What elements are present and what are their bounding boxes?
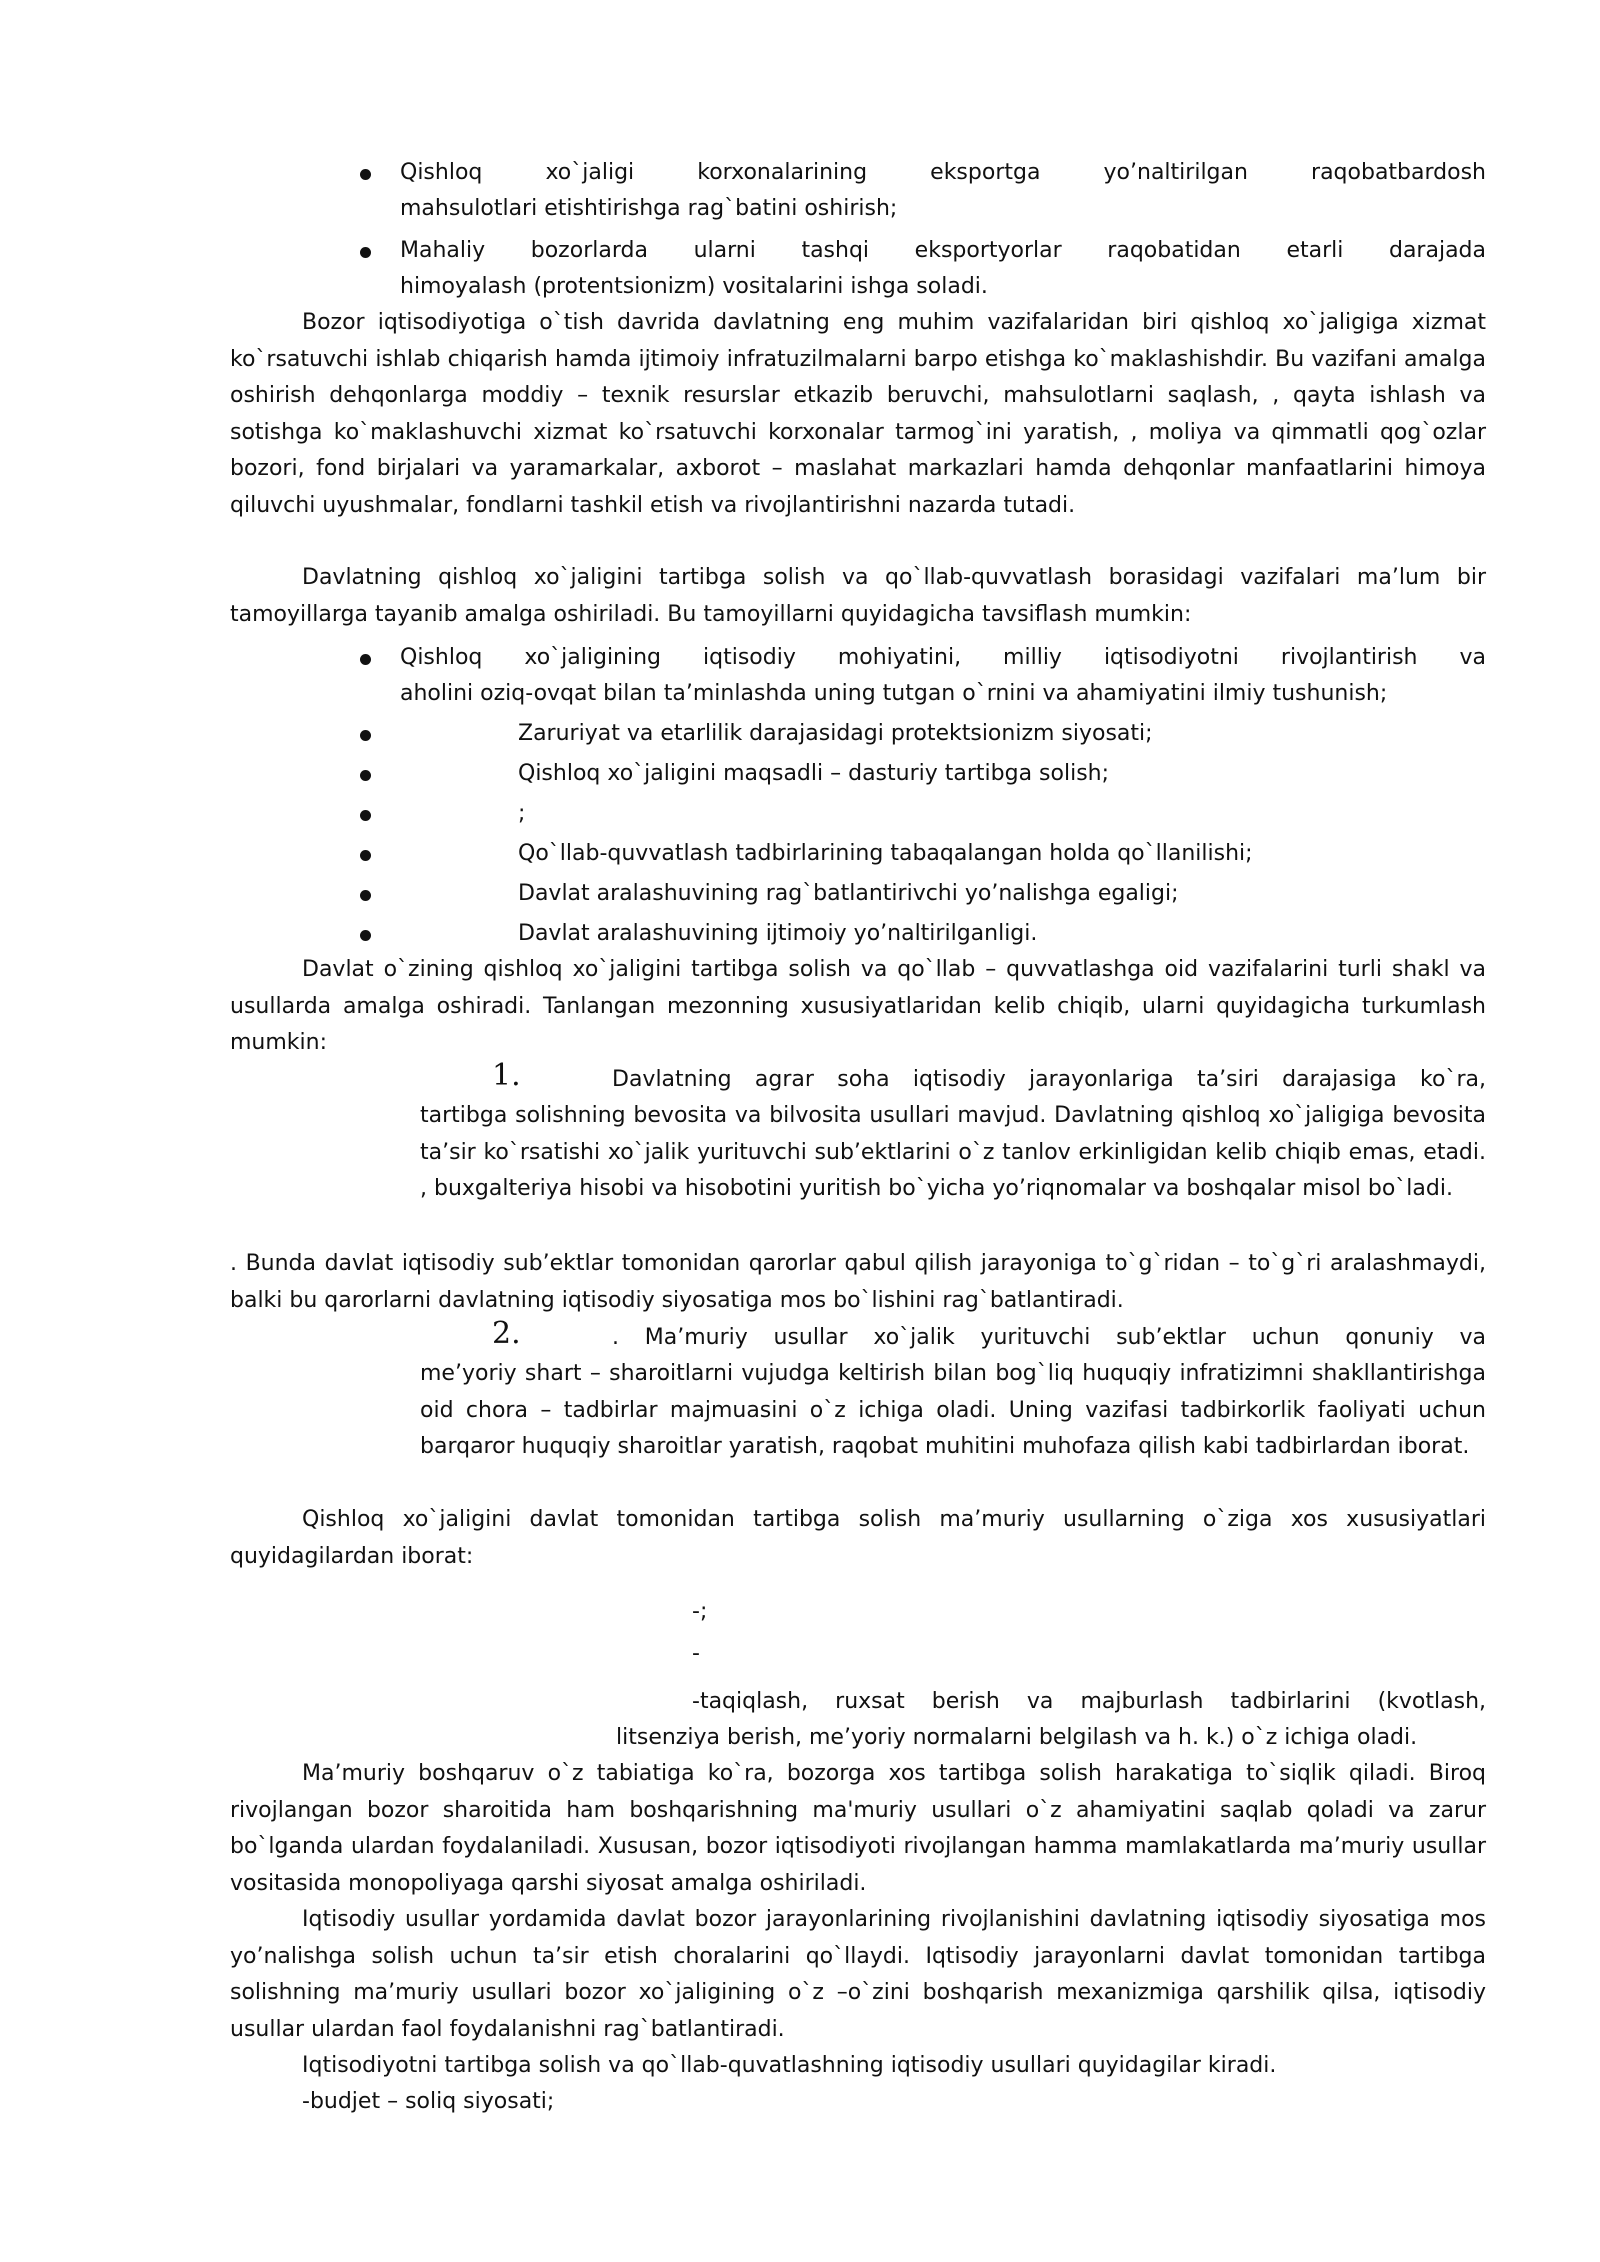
numbered-item-continuation: me’yoriy shart – sharoitlarni vujudga keltirish bilan bog`liq huquqiy infratizimni shakllantirishga oid chora – tadbirlar majmuasini o`z ichiga oladi. Uning vazifasi tadbirkorlik faoliyati uchun barqaror huquqiy sharoitlar yaratish, raqobat muhitini muhofaza qilish kabi tadbirlardan iborat. [420, 1361, 1486, 1459]
paragraph: -budjet – soliq siyosati; [302, 2089, 555, 2114]
bullet-item: Qishloq xo`jaligini maqsadli – dasturiy tartibga solish; [400, 756, 1486, 793]
paragraph: Bozor iqtisodiyotiga o`tish davrida davlatning eng muhim vazifalaridan biri qishloq xo`jaligiga xizmat ko`rsatuvchi ishlab chiqarish hamda ijtimoiy infratuzilmalarni barpo etishga ko`maklashishdir. Bu vazifani amalga oshirish dehqonlarga moddiy – texnik resurslar etkazib beruvchi, mahsulotlarni saqlash, , qayta ishlash va sotishga ko`maklashuvchi xizmat ko`rsatuvchi korxonalar tarmog`ini yaratish, , moliya va qimmatli qog`ozlar bozori, fond birjalari va yaramarkalar, axborot – maslahat markazlari hamda dehqonlar manfaatlarini himoya qiluvchi uyushmalar, fondlarni tashkil etish va rivojlantirishni nazarda tutadi. [230, 310, 1486, 518]
bullet-continuation: himoyalash (protentsionizm) vositalarini ishga soladi. [400, 274, 988, 299]
dash-item: -; [692, 1599, 708, 1624]
numbered-item-continuation: tartibga solishning bevosita va bilvosita usullari mavjud. Davlatning qishloq xo`jaligiga bevosita ta’sir ko`rsatishi xo`jalik yurituvchi sub’ektlarini o`z tanlov erkinligidan kelib chiqib emas, etadi. , buxgalteriya hisobi va hisobotini yuritish bo`yicha yo’riqnomalar va boshqalar misol bo`ladi. [420, 1103, 1486, 1201]
paragraph: Davlatning qishloq xo`jaligini tartibga solish va qo`llab-quvvatlash borasidagi vazifalari ma’lum bir tamoyillarga tayanib amalga oshiriladi. Bu tamoyillarni quyidagicha tavsiflash mumkin: [230, 565, 1486, 627]
bullet-dot-icon [360, 890, 371, 901]
bullet-item: Davlat aralashuvining ijtimoiy yo’naltirilganligi. [400, 916, 1486, 953]
bullet-dot-icon [360, 654, 371, 665]
bullet-dot-icon [360, 247, 371, 258]
dash-item-continuation: litsenziya berish, me’yoriy normalarni belgilash va h. k.) o`z ichiga oladi. [616, 1725, 1418, 1750]
bullet-continuation: aholini oziq-ovqat bilan ta’minlashda uning tutgan o`rnini va ahamiyatini ilmiy tushunish; [400, 681, 1388, 706]
paragraph: Davlat o`zining qishloq xo`jaligini tartibga solish va qo`llab – quvvatlashga oid vazifalarini turli shakl va usullarda amalga oshiradi. Tanlangan mezonning xususiyatlaridan kelib chiqib, ularni quyidagicha turkumlash mumkin: [230, 957, 1486, 1055]
paragraph: Qishloq xo`jaligini davlat tomonidan tartibga solish ma’muriy usullarning o`ziga xos xususiyatlari quyidagilardan iborat: [230, 1507, 1486, 1569]
item-number: 1. [492, 1058, 521, 1093]
numbered-item: 1. Davlatning agrar soha iqtisodiy jarayonlariga ta’siri darajasiga ko`ra, [492, 1058, 1486, 1093]
numbered-item: 2. . Ma’muriy usullar xo`jalik yurituvchi sub’ektlar uchun qonuniy va [492, 1316, 1486, 1351]
bullet-continuation: mahsulotlari etishtirishga rag`batini oshirish; [400, 196, 898, 221]
bullet-item: Qishloq xo`jaligi korxonalarining eksportga yo’naltirilgan raqobatbardosh [400, 155, 1486, 192]
bullet-dot-icon [360, 169, 371, 180]
bullet-item: Mahaliy bozorlarda ularni tashqi eksportyorlar raqobatidan etarli darajada [400, 233, 1486, 270]
bullet-item: Davlat aralashuvining rag`batlantirivchi yo’nalishga egaligi; [400, 876, 1486, 913]
bullet-dot-icon [360, 850, 371, 861]
paragraph: Iqtisodiy usullar yordamida davlat bozor jarayonlarining rivojlanishini davlatning iqtisodiy siyosatiga mos yo’nalishga solish uchun ta’sir etish choralarini qo`llaydi. Iqtisodiy jarayonlarni davlat tomonidan tartibga solishning ma’muriy usullari bozor xo`jaligining o`z –o`zini boshqarish mexanizmiga qarshilik qilsa, iqtisodiy usullar ulardan faol foydalanishni rag`batlantiradi. [230, 1907, 1486, 2042]
bullet-item: ; [400, 796, 1486, 833]
dash-item: - [692, 1641, 700, 1666]
item-number: 2. [492, 1316, 521, 1351]
bullet-dot-icon [360, 730, 371, 741]
bullet-dot-icon [360, 810, 371, 821]
paragraph: Iqtisodiyotni tartibga solish va qo`llab-quvatlashning iqtisodiy usullari quyidagilar kiradi. [302, 2053, 1277, 2078]
paragraph: . Bunda davlat iqtisodiy sub’ektlar tomonidan qarorlar qabul qilish jarayoniga to`g`ridan – to`g`ri aralashmaydi, balki bu qarorlarni davlatning iqtisodiy siyosatiga mos bo`lishini rag`batlantiradi. [230, 1251, 1486, 1313]
bullet-item: Qishloq xo`jaligining iqtisodiy mohiyatini, milliy iqtisodiyotni rivojlantirish va [400, 640, 1486, 677]
dash-item: -taqiqlash, ruxsat berish va majburlash tadbirlarini (kvotlash, [692, 1689, 1486, 1714]
bullet-dot-icon [360, 930, 371, 941]
paragraph: Ma’muriy boshqaruv o`z tabiatiga ko`ra, bozorga xos tartibga solish harakatiga to`siqlik qiladi. Biroq rivojlangan bozor sharoitida ham boshqarishning ma'muriy usullari o`z ahamiyatini saqlab qoladi va zarur bo`lganda ulardan foydalaniladi. Xususan, bozor iqtisodiyoti rivojlangan hamma mamlakatlarda ma’muriy usullar vositasida monopoliyaga qarshi siyosat amalga oshiriladi. [230, 1761, 1486, 1896]
bullet-dot-icon [360, 770, 371, 781]
bullet-item: Qo`llab-quvvatlash tadbirlarining tabaqalangan holda qo`llanilishi; [400, 836, 1486, 873]
bullet-item: Zaruriyat va etarlilik darajasidagi protektsionizm siyosati; [400, 716, 1486, 753]
